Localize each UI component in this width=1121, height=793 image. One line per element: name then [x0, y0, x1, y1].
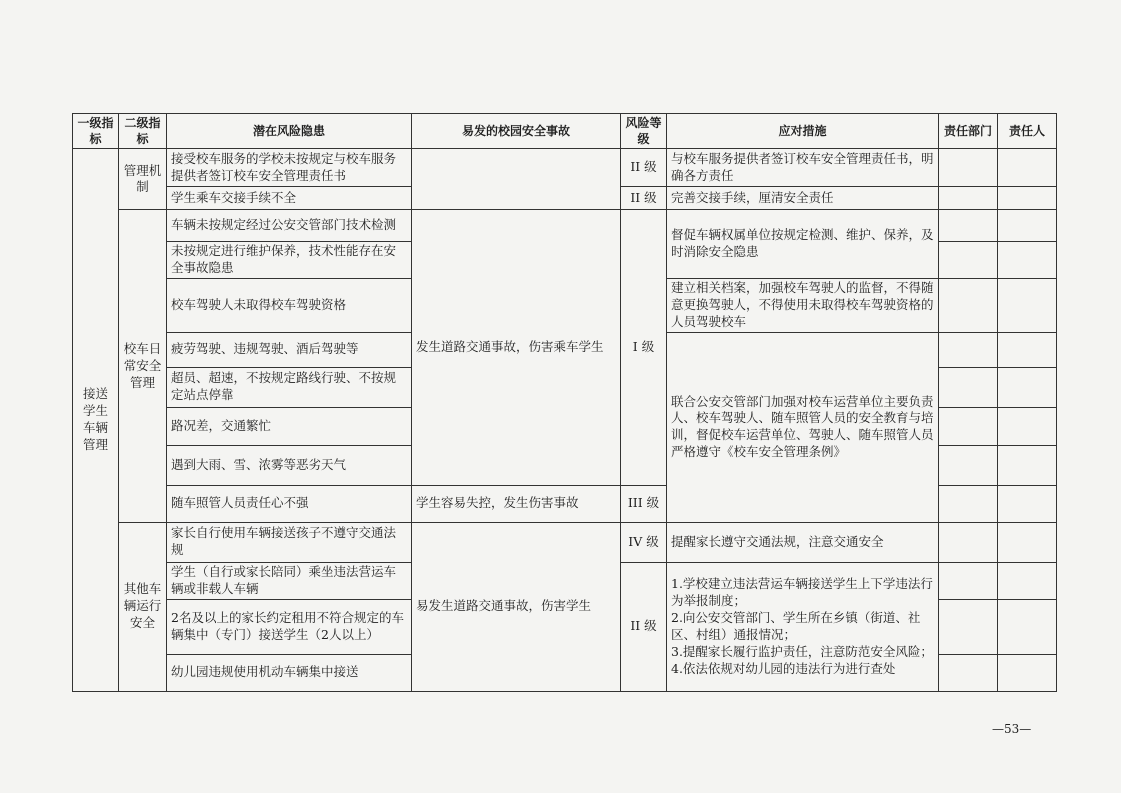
group-daily: 校车日常安全管理 [119, 210, 167, 522]
person-cell [998, 367, 1057, 407]
header-person: 责任人 [998, 114, 1057, 149]
risk-cell: 随车照管人员责任心不强 [167, 485, 412, 522]
measure-cell [667, 562, 939, 691]
table-row [73, 522, 1057, 562]
dept-cell [939, 407, 998, 445]
person-cell [998, 242, 1057, 279]
risk-cell: 学生（自行或家长陪同）乘坐违法营运车辆或非载人车辆 [167, 562, 412, 599]
header-level: 风险等级 [621, 114, 667, 149]
measure-cell: 与校车服务提供者签订校车安全管理责任书，明确各方责任 [667, 149, 939, 187]
measure-cell: 建立相关档案，加强校车驾驶人的监督，不得随意更换驾驶人，不得使用未取得校车驾驶资格的人员驾驶校车 [667, 279, 939, 333]
dept-cell [939, 562, 998, 599]
risk-table [72, 113, 1057, 692]
header-measure: 应对措施 [667, 114, 939, 149]
table-row [73, 210, 1057, 242]
dept-cell [939, 149, 998, 187]
measure-line: 2.向公安交管部门、学生所在乡镇（街道、社区、村组）通报情况； [671, 609, 921, 642]
level-cell: II 级 [621, 562, 667, 691]
risk-cell: 接受校车服务的学校未按规定与校车服务提供者签订校车安全管理责任书 [167, 149, 412, 187]
measure-line: 3.提醒家长履行监护责任，注意防范安全风险； [671, 643, 933, 659]
risk-cell: 车辆未按规定经过公安交管部门技术检测 [167, 210, 412, 242]
dept-cell [939, 445, 998, 485]
risk-cell: 疲劳驾驶、违规驾驶、酒后驾驶等 [167, 332, 412, 367]
table-row [73, 149, 1057, 187]
person-cell [998, 485, 1057, 522]
level-cell: II 级 [621, 149, 667, 187]
accident-cell: 易发生道路交通事故，伤害学生 [412, 522, 621, 691]
person-cell [998, 599, 1057, 654]
measure-cell: 完善交接手续，厘清安全责任 [667, 187, 939, 210]
person-cell [998, 279, 1057, 333]
risk-cell: 家长自行使用车辆接送孩子不遵守交通法规 [167, 522, 412, 562]
dept-cell [939, 210, 998, 242]
header-risk: 潜在风险隐患 [167, 114, 412, 149]
person-cell [998, 522, 1057, 562]
risk-cell: 路况差，交通繁忙 [167, 407, 412, 445]
header-accident: 易发的校园安全事故 [412, 114, 621, 149]
dept-cell [939, 654, 998, 691]
person-cell [998, 210, 1057, 242]
header-row [73, 114, 1057, 149]
risk-cell: 未按规定进行维护保养，技术性能存在安全事故隐患 [167, 242, 412, 279]
level-cell: II 级 [621, 187, 667, 210]
dept-cell [939, 242, 998, 279]
person-cell [998, 654, 1057, 691]
measure-line: 1.学校建立违法营运车辆接送学生上下学违法行为举报制度； [671, 576, 933, 608]
person-cell [998, 187, 1057, 210]
group-mech: 管理机制 [119, 149, 167, 210]
risk-cell: 幼儿园违规使用机动车辆集中接送 [167, 654, 412, 691]
accident-cell: 学生容易失控，发生伤害事故 [412, 485, 621, 522]
dept-cell [939, 485, 998, 522]
measure-cell: 督促车辆权属单位按规定检测、维护、保养，及时消除安全隐患 [667, 210, 939, 279]
person-cell [998, 149, 1057, 187]
risk-cell: 2名及以上的家长约定租用不符合规定的车辆集中（专门）接送学生（2人以上） [167, 599, 412, 654]
l1-cell: 接送学生车辆管理 [73, 149, 119, 691]
page-number: —53— [992, 722, 1032, 736]
dept-cell [939, 522, 998, 562]
person-cell [998, 562, 1057, 599]
measure-cell: 提醒家长遵守交通法规，注意交通安全 [667, 522, 939, 562]
header-l1: 一级指标 [73, 114, 119, 149]
accident-cell: 发生道路交通事故，伤害乘车学生 [412, 210, 621, 485]
level-cell: IV 级 [621, 522, 667, 562]
dept-cell [939, 187, 998, 210]
dept-cell [939, 599, 998, 654]
risk-cell: 遇到大雨、雪、浓雾等恶劣天气 [167, 445, 412, 485]
level-cell: I 级 [621, 210, 667, 485]
measure-line: 4.依法依规对幼儿园的违法行为进行查处 [671, 660, 896, 676]
accident-cell [412, 149, 621, 210]
dept-cell [939, 332, 998, 367]
header-dept: 责任部门 [939, 114, 998, 149]
person-cell [998, 332, 1057, 367]
measure-cell: 联合公安交管部门加强对校车运营单位主要负责人、校车驾驶人、随车照管人员的安全教育与培训，督促校车运营单位、驾驶人、随车照管人员严格遵守《校车安全管理条例》 [667, 332, 939, 522]
risk-cell: 超员、超速，不按规定路线行驶、不按规定站点停靠 [167, 367, 412, 407]
risk-cell: 学生乘车交接手续不全 [167, 187, 412, 210]
person-cell [998, 445, 1057, 485]
group-other: 其他车辆运行安全 [119, 522, 167, 691]
header-l2: 二级指标 [119, 114, 167, 149]
risk-cell: 校车驾驶人未取得校车驾驶资格 [167, 279, 412, 333]
dept-cell [939, 279, 998, 333]
person-cell [998, 407, 1057, 445]
level-cell: III 级 [621, 485, 667, 522]
dept-cell [939, 367, 998, 407]
